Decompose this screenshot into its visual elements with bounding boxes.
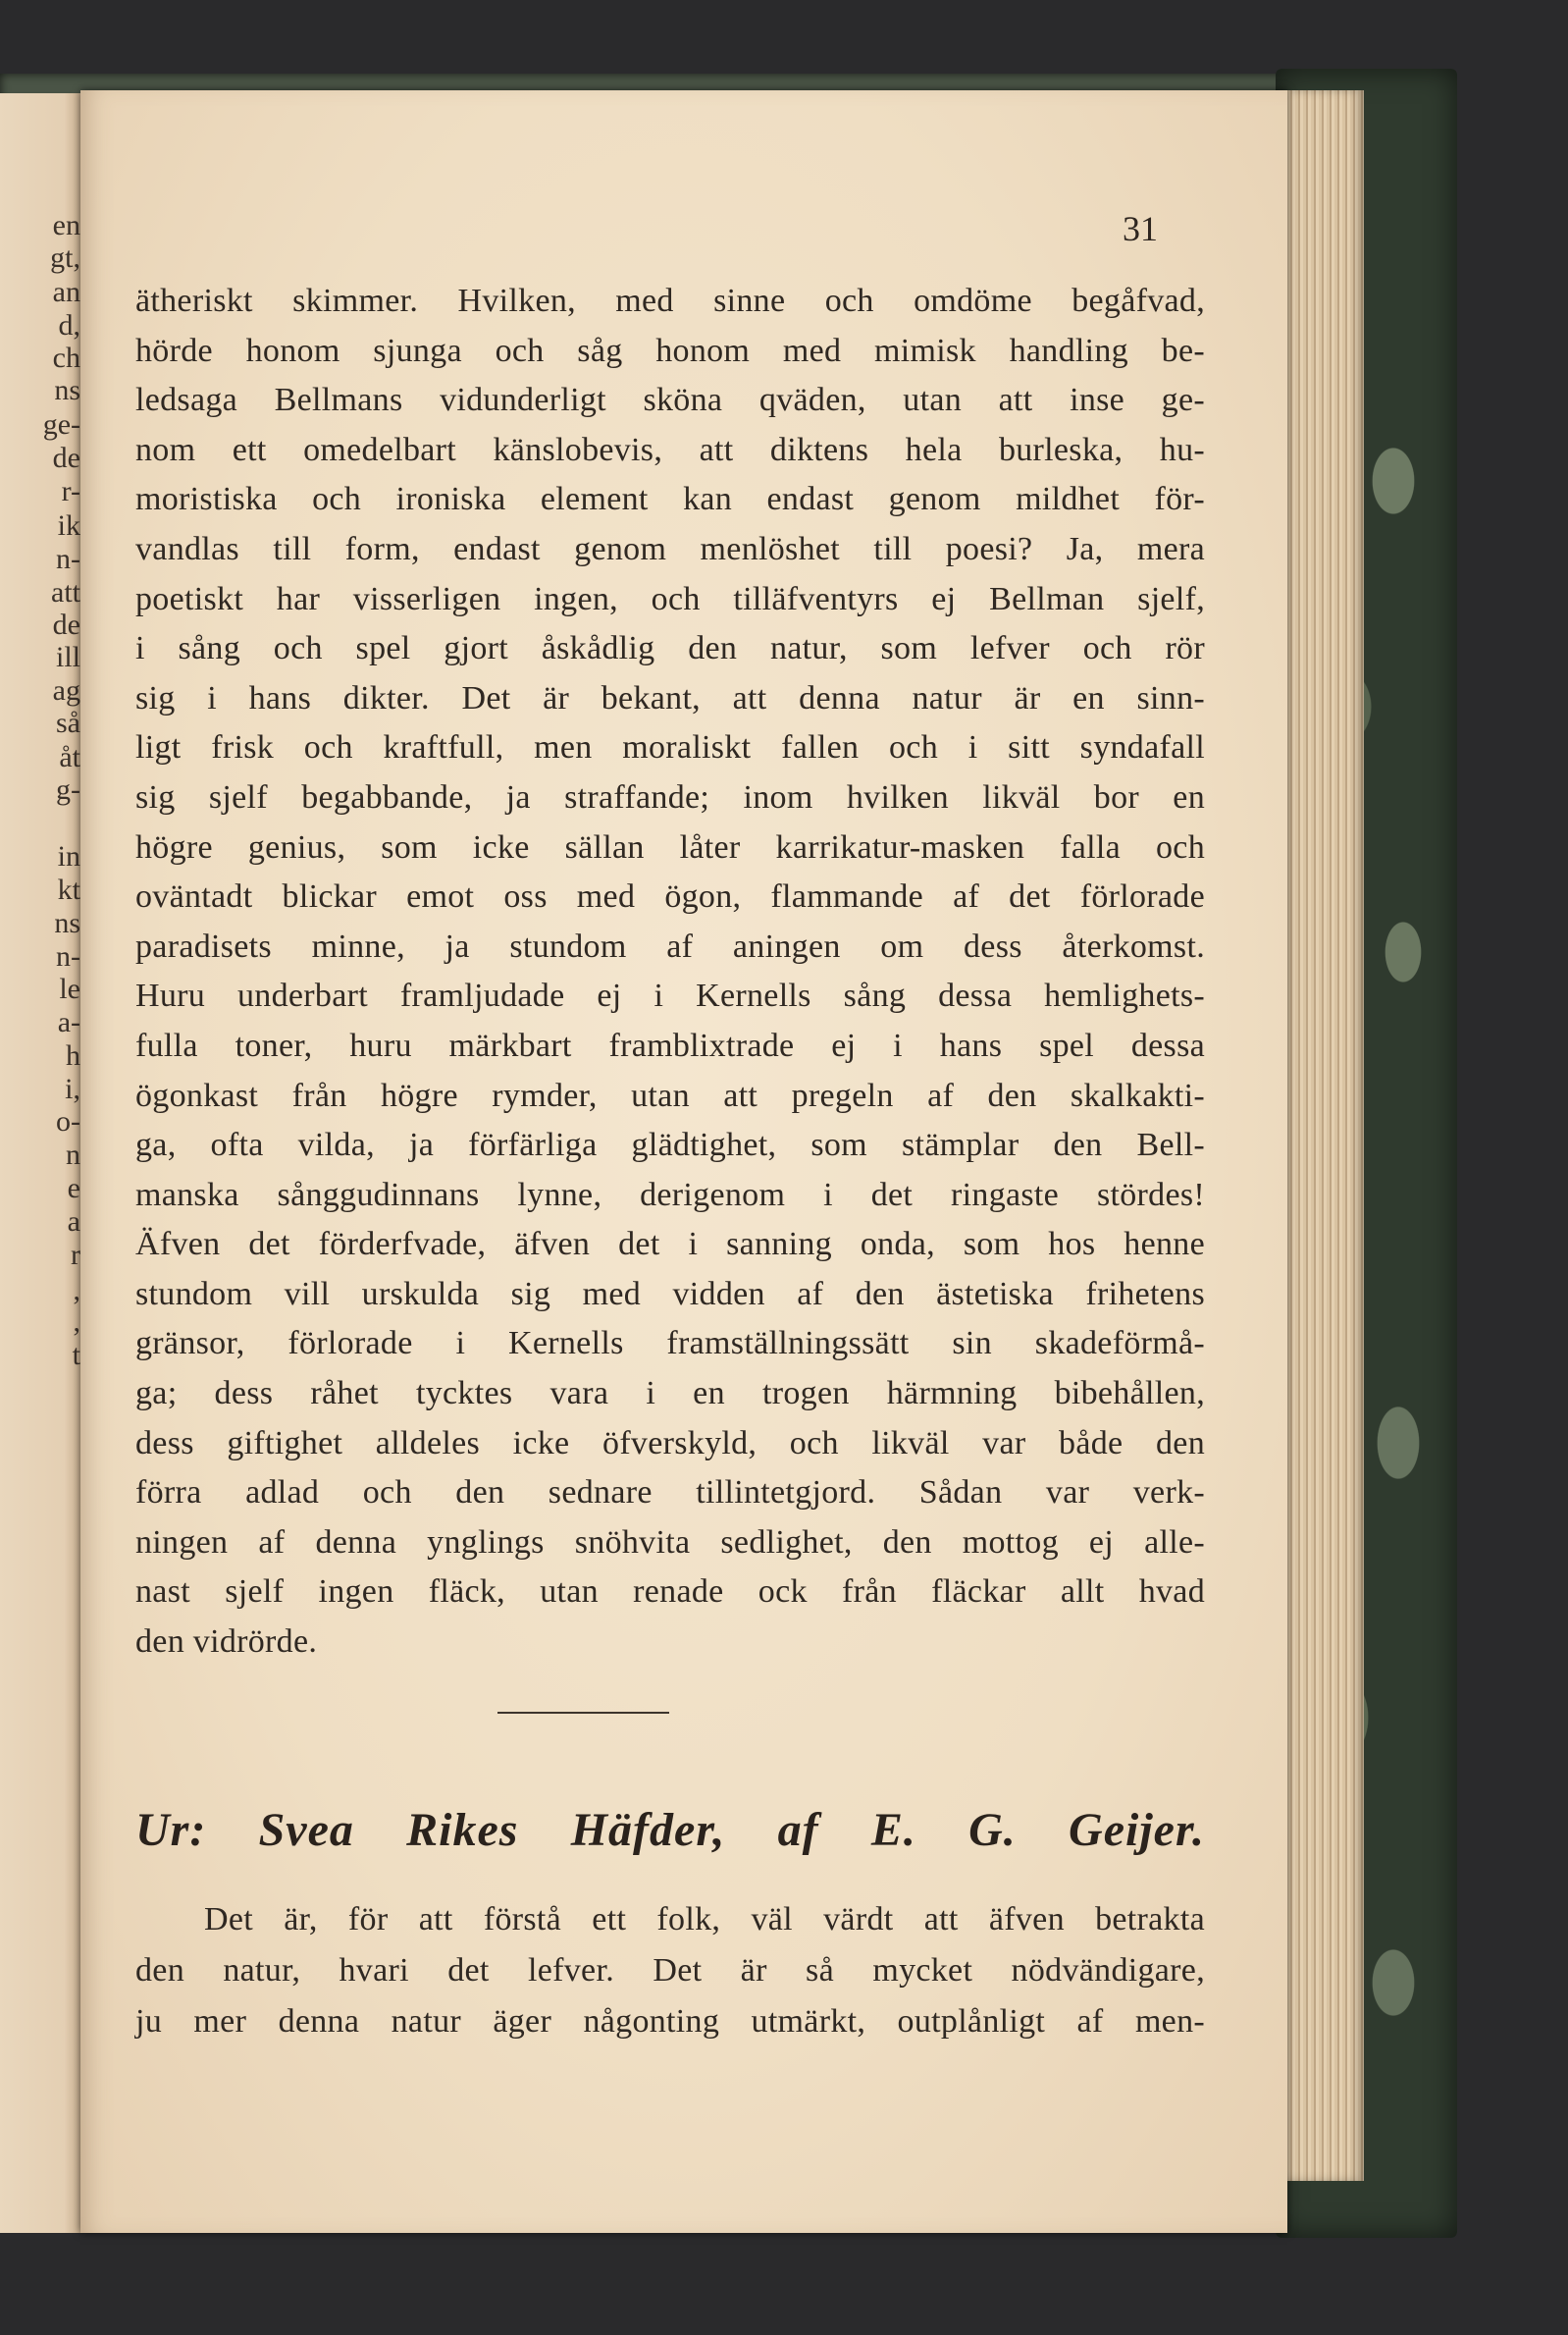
facing-page-text-fragment: så	[56, 707, 80, 739]
text-line: dess giftighet alldeles icke öfverskyld, och likväl var både den	[135, 1424, 1205, 1461]
facing-page-text-fragment: n-	[56, 940, 80, 973]
text-line: ätheriskt skimmer. Hvilken, med sinne och omdöme begåfvad,	[135, 283, 1205, 319]
page-number: 31	[1123, 209, 1158, 248]
facing-page-text-fragment: i,	[65, 1073, 80, 1105]
text-line: ningen af denna ynglings snöhvita sedlighet, den mottog ej alle-	[135, 1523, 1205, 1561]
text-line: oväntadt blickar emot oss med ögon, flammande af det förlorade	[135, 878, 1205, 916]
text-line: ju mer denna natur äger någonting utmärkt, outplånligt af men-	[135, 2003, 1205, 2040]
facing-page-text-fragment: ,	[73, 1305, 80, 1338]
text-line: förra adlad och den sednare tillintetgjord. Sådan var verk-	[135, 1474, 1205, 1512]
text-line: sig sjelf begabbande, ja straffande; inom hvilken likväl bor en	[135, 778, 1205, 816]
facing-page-text-fragment: ill	[55, 641, 80, 673]
text-line: den natur, hvari det lefver. Det är så mycket nödvändigare,	[135, 1952, 1205, 1989]
text-line: Det är, för att förstå ett folk, väl värdt att äfven betrakta	[204, 1901, 1205, 1937]
facing-page-text-fragment: ,	[73, 1274, 80, 1306]
text-line: moristiska och ironiska element kan endast genom mildhet för-	[135, 481, 1205, 518]
text-line: ga, ofta vilda, ja förfärliga glädtighet, som stämplar den Bell-	[135, 1127, 1205, 1164]
facing-page-text-fragment: de	[52, 442, 80, 474]
book-page	[80, 90, 1287, 2233]
facing-page-text-fragment: ag	[52, 674, 80, 707]
section-divider-rule	[497, 1712, 669, 1714]
facing-page-text-fragment: in	[57, 840, 80, 873]
text-line: ligt frisk och kraftfull, men moraliskt fallen och i sitt syndafall	[135, 729, 1205, 767]
text-line: gränsor, förlorade i Kernells framställningssätt sin skadeförmå-	[135, 1325, 1205, 1362]
facing-page-text-fragment: le	[59, 973, 80, 1005]
facing-page-text-fragment: an	[52, 276, 80, 308]
text-line: ögonkast från högre rymder, utan att pregeln af den skalkakti-	[135, 1077, 1205, 1114]
body-text	[135, 277, 1205, 1668]
facing-page-text-fragment: d,	[58, 309, 80, 342]
facing-page-text-fragment: n-	[56, 543, 80, 575]
facing-page-text-fragment: a	[67, 1205, 80, 1238]
facing-page-text-fragment: ge-	[42, 408, 80, 441]
text-line: hörde honom sjunga och såg honom med mimisk handling be-	[135, 332, 1205, 369]
text-line: vandlas till form, endast genom menlöshet till poesi? Ja, mera	[135, 530, 1205, 567]
facing-page-text-fragment: ik	[57, 509, 80, 542]
text-line: Huru underbart framljudade ej i Kernells sång dessa hemlighets-	[135, 978, 1205, 1015]
text-line: Äfven det förderfvade, äfven det i sanning onda, som hos henne	[135, 1226, 1205, 1263]
text-line: nom ett omedelbart känslobevis, att diktens hela burleska, hu-	[135, 431, 1205, 468]
section-body-text	[135, 1894, 1205, 2047]
text-line: nast sjelf ingen fläck, utan renade ock från fläckar allt hvad	[135, 1573, 1205, 1611]
facing-page-text-fragment: ch	[52, 342, 80, 374]
facing-page-text-fragment: r-	[61, 475, 80, 507]
text-line: högre genius, som icke sällan låter karrikatur-masken falla och	[135, 828, 1205, 866]
text-line: poetiskt har visserligen ingen, och tilläfventyrs ej Bellman sjelf,	[135, 580, 1205, 617]
facing-page-text-fragment: ns	[54, 907, 80, 939]
facing-page-text-fragment: r	[71, 1239, 80, 1271]
facing-page-text-fragment: gt,	[50, 241, 80, 274]
text-line: paradisets minne, ja stundom af aningen om dess återkomst.	[135, 928, 1205, 965]
facing-page-text-fragment: e	[67, 1172, 80, 1204]
facing-page-text-fragment: att	[51, 576, 80, 609]
facing-page-left	[0, 93, 80, 2233]
facing-page-text-fragment: t	[72, 1339, 80, 1371]
facing-page-text-fragment: åt	[59, 741, 80, 773]
text-line: fulla toner, huru märkbart framblixtrade ej i hans spel dessa	[135, 1027, 1205, 1064]
text-line: ledsaga Bellmans vidunderligt sköna qväden, utan att inse ge-	[135, 382, 1205, 419]
text-line: ga; dess råhet tycktes vara i en trogen härmning bibehållen,	[135, 1375, 1205, 1412]
facing-page-text-fragment: en	[52, 209, 80, 241]
facing-page-text-fragment: kt	[57, 874, 80, 906]
facing-page-text-fragment: de	[52, 609, 80, 641]
text-line: stundom vill urskulda sig med vidden af den ästetiska frihetens	[135, 1275, 1205, 1312]
text-line: den vidrörde.	[135, 1623, 318, 1661]
facing-page-text-fragment: o-	[56, 1105, 80, 1138]
text-line: manska sånggudinnans lynne, derigenom i det ringaste stördes!	[135, 1176, 1205, 1213]
text-line: sig i hans dikter. Det är bekant, att denna natur är en sinn-	[135, 679, 1205, 716]
facing-page-text-fragment: ns	[54, 374, 80, 406]
facing-page-text-fragment: h	[66, 1039, 80, 1072]
facing-page-text-fragment: a-	[57, 1006, 80, 1038]
facing-page-text-fragment: g-	[56, 773, 80, 806]
section-heading: Ur: Svea Rikes Häfder, af E. G. Geijer.	[135, 1804, 1205, 1856]
text-line: i sång och spel gjort åskådlig den natur, som lefver och rör	[135, 630, 1205, 667]
facing-page-text-fragment: n	[66, 1139, 80, 1171]
